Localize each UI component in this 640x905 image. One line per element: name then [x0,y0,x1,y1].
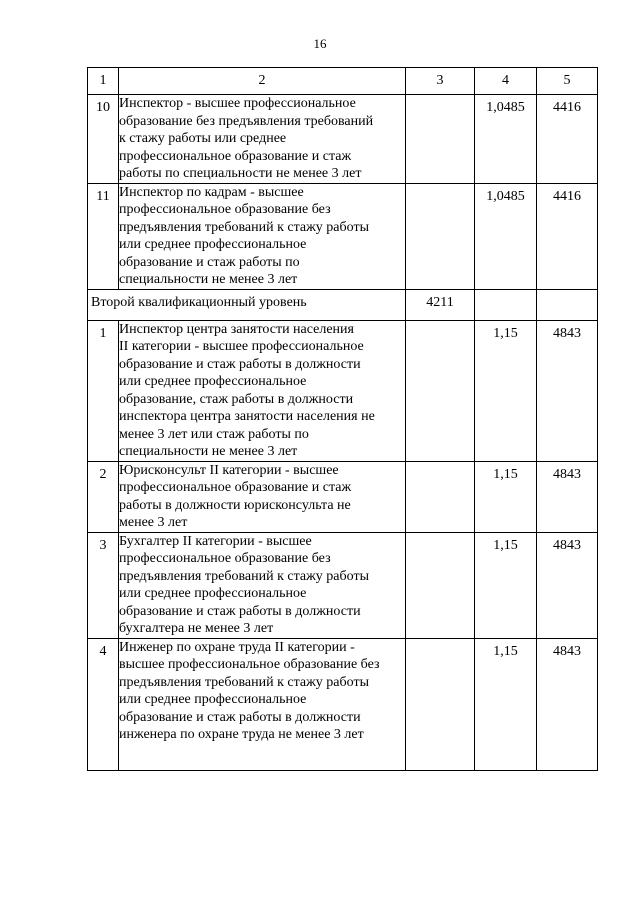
header-col-3: 3 [406,68,475,95]
header-col-2: 2 [119,68,406,95]
coefficient-cell: 1,0485 [475,183,537,289]
table-row [88,95,598,184]
empty-cell [475,289,537,320]
salary-cell: 4416 [537,183,598,289]
position-description [119,532,406,638]
row-number: 4 [88,638,119,770]
salary-cell: 4843 [537,638,598,770]
position-description [119,183,406,289]
position-description-text: Инспектор по кадрам - высшее профессиональное образование без предъявления требований к стажу работы или среднее профессиональное образование и стаж работы по специальности не менее 3 лет [119,184,369,287]
page-number: 16 [313,36,327,51]
position-description-text: Инженер по охране труда II категории - высшее профессиональное образование без предъявления требований к стажу работы или среднее профессиональное образование и стаж работы в должности инженера по охране труда не менее 3 лет [119,639,380,742]
coefficient-cell: 1,15 [475,638,537,770]
position-description-text: Бухгалтер II категории - высшее профессиональное образование без предъявления требований к стажу работы или среднее профессиональное образование и стаж работы в должности бухгалтера не менее 3 лет [119,533,369,636]
row-number: 2 [88,461,119,532]
row-number: 1 [88,320,119,461]
position-description [119,461,406,532]
position-description [119,95,406,184]
qualification-table [87,67,598,771]
column-3-cell [406,320,475,461]
qualification-level-label: Второй квалификационный уровень [88,289,406,320]
salary-cell: 4416 [537,95,598,184]
salary-cell: 4843 [537,461,598,532]
table-header-row [88,68,598,95]
column-3-cell [406,461,475,532]
position-description [119,320,406,461]
position-description-text: Юрисконсульт II категории - высшее профессиональное образование и стаж работы в должности юрисконсульта не менее 3 лет [119,462,352,530]
table-row [88,638,598,770]
row-number: 11 [88,183,119,289]
column-3-cell [406,638,475,770]
salary-cell: 4843 [537,532,598,638]
table-row [88,183,598,289]
row-number: 3 [88,532,119,638]
empty-cell [537,289,598,320]
coefficient-cell: 1,15 [475,532,537,638]
table-row [88,532,598,638]
header-col-4: 4 [475,68,537,95]
qualification-level-row [88,289,598,320]
qualification-level-code: 4211 [406,289,475,320]
header-col-5: 5 [537,68,598,95]
coefficient-cell: 1,15 [475,461,537,532]
position-description-text: Инспектор центра занятости населения II категории - высшее профессиональное образование и стаж работы в должности или среднее профессиональное образование, стаж работы в должности инспектора центра занятости населения не менее 3 лет или стаж работы по специальности не менее 3 лет [119,321,375,459]
position-description-text: Инспектор - высшее профессиональное образование без предъявления требований к стажу работы или среднее профессиональное образование и стаж работы по специальности не менее 3 лет [119,96,374,181]
row-number: 10 [88,95,119,184]
header-col-1: 1 [88,68,119,95]
column-3-cell [406,183,475,289]
column-3-cell [406,532,475,638]
salary-cell: 4843 [537,320,598,461]
coefficient-cell: 1,0485 [475,95,537,184]
column-3-cell [406,95,475,184]
coefficient-cell: 1,15 [475,320,537,461]
table-row [88,461,598,532]
position-description [119,638,406,770]
table-row [88,320,598,461]
